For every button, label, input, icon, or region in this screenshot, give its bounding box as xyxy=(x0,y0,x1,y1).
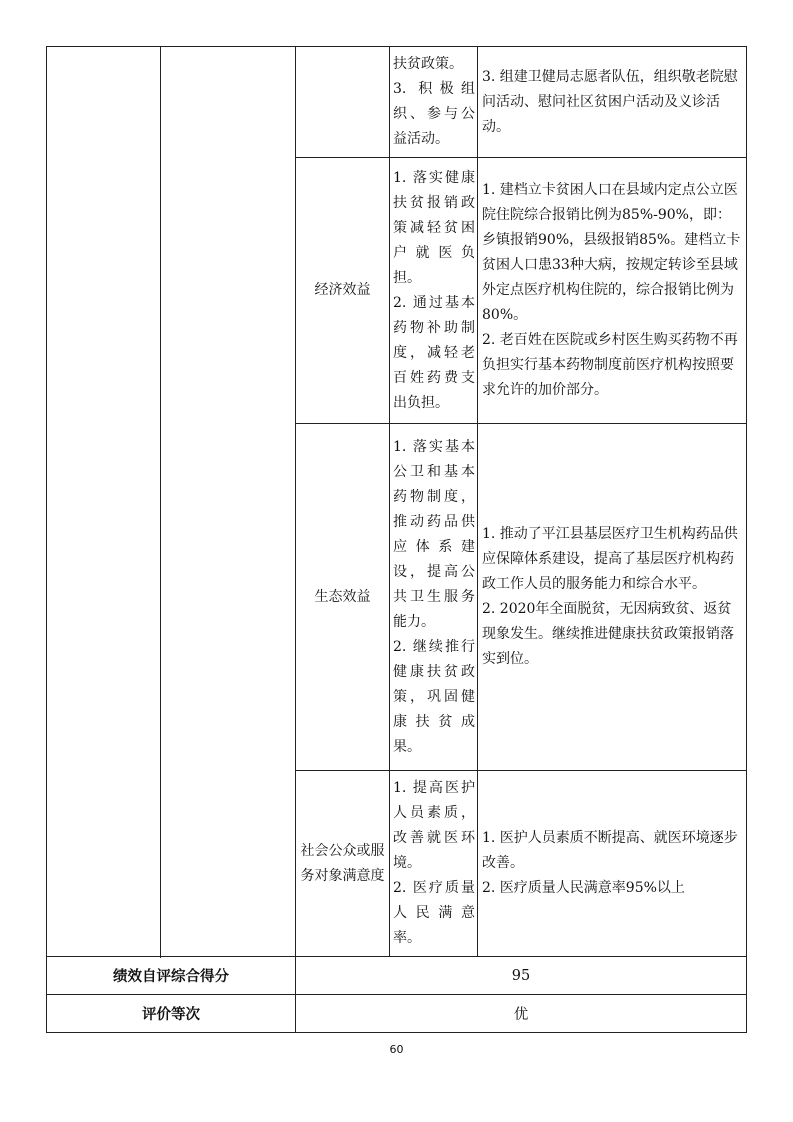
blank-cell-subcategory xyxy=(161,47,296,957)
score-value: 95 xyxy=(296,957,747,995)
score-label: 绩效自评综合得分 xyxy=(47,957,296,995)
results-cell: 3. 组建卫健局志愿者队伍，组织敬老院慰问活动、慰问社区贫困户活动及义诊活动。 xyxy=(478,47,747,158)
blank-cell-category xyxy=(47,47,161,957)
indicator-cell: 生态效益 xyxy=(296,424,390,771)
indicator-cell: 经济效益 xyxy=(296,158,390,424)
results-cell: 1. 推动了平江县基层医疗卫生机构药品供应保障体系建设，提高了基层医疗机构药政工作人员的服务能力和综合水平。 2. 2020年全面脱贫，无因病致贫、返贫现象发生。继续推进健康扶贫政策报销落实到位。 xyxy=(478,424,747,771)
grade-label: 评价等次 xyxy=(47,995,296,1033)
table-row xyxy=(47,47,747,158)
measures-cell: 1. 落实基本公卫和基本药物制度，推动药品供应体系建设，提高公共卫生服务能力。 2. 继续推行健康扶贫政策，巩固健康扶贫成果。 xyxy=(390,424,478,771)
indicator-cell: 社会公众或服务对象满意度 xyxy=(296,771,390,957)
indicator-cell xyxy=(296,47,390,158)
measures-cell: 1. 落实健康扶贫报销政策减轻贫困户就医负担。 2. 通过基本药物补助制度，减轻老百姓药费支出负担。 xyxy=(390,158,478,424)
grade-row xyxy=(47,995,747,1033)
performance-table xyxy=(46,46,747,1033)
grade-value: 优 xyxy=(296,995,747,1033)
measures-cell: 扶贫政策。 3. 积极组织、参与公益活动。 xyxy=(390,47,478,158)
measures-cell: 1. 提高医护人员素质，改善就医环境。 2. 医疗质量人民满意率。 xyxy=(390,771,478,957)
page-number: 60 xyxy=(389,1043,404,1056)
results-cell: 1. 医护人员素质不断提高、就医环境逐步改善。 2. 医疗质量人民满意率95%以上 xyxy=(478,771,747,957)
score-row xyxy=(47,957,747,995)
results-cell: 1. 建档立卡贫困人口在县域内定点公立医院住院综合报销比例为85%-90%，即：乡镇报销90%，县级报销85%。建档立卡贫困人口患33种大病，按规定转诊至县域外定点医疗机构住院的，综合报销比例为80%。 2. 老百姓在医院或乡村医生购买药物不再负担实行基本药物制度前医疗机构按照要求允许的加价部分。 xyxy=(478,158,747,424)
